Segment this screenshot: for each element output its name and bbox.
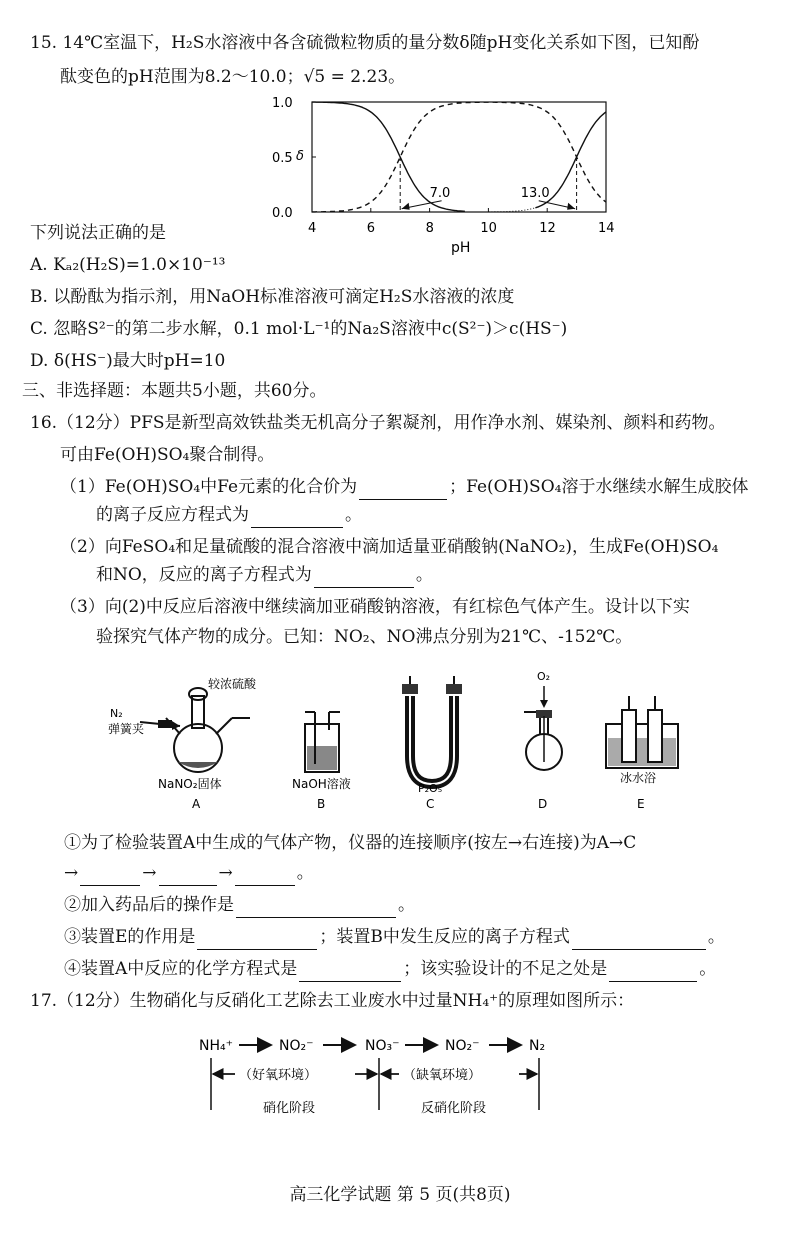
answer-blank[interactable] [299, 963, 401, 982]
plot-frame [312, 102, 606, 212]
stage-nitrification: 硝化阶段 [263, 1101, 316, 1116]
answer-blank[interactable] [197, 931, 317, 950]
page-footer: 高三化学试题 第 5 页(共8页) [289, 1185, 511, 1205]
q17-line1: 17.（12分）生物硝化与反硝化工艺除去工业废水中过量NH₄⁺的原理如图所示： [30, 991, 635, 1011]
q15-lead: 下列说法正确的是 [30, 223, 166, 243]
answer-blank[interactable] [80, 867, 140, 886]
answer-blank[interactable] [235, 867, 295, 886]
y-axis-label: δ [296, 149, 304, 164]
q15-line1: 15. 14℃室温下，H₂S水溶液中各含硫微粒物质的量分数δ随pH变化关系如下图，已知酚 [30, 33, 700, 53]
answer-blank[interactable] [609, 963, 697, 982]
e-label: 冰水浴 [620, 771, 657, 785]
c-letter: C [426, 797, 435, 811]
q16-part3-line2: 验探究气体产物的成分。已知：NO₂、NO沸点分别为21℃、-152℃。 [96, 627, 633, 647]
q15-option-a: A. Kₐ₂(H₂S)=1.0×10⁻¹³ [30, 255, 226, 275]
e-letter: E [637, 797, 645, 811]
q15-line2: 酞变色的pH范围为8.2～10.0；√5 = 2.23。 [60, 67, 406, 87]
answer-blank[interactable] [251, 509, 343, 528]
series-hs [312, 102, 606, 212]
answer-blank[interactable] [159, 867, 217, 886]
annotation-arrowhead [567, 203, 575, 210]
q16-line2: 可由Fe(OH)SO₄聚合制得。 [60, 445, 275, 465]
x-tick-label: 6 [366, 221, 376, 236]
answer-blank[interactable] [314, 569, 414, 588]
env-anoxic: （缺氧环境） [403, 1068, 482, 1083]
a-letter: A [192, 797, 201, 811]
q16-step4: ④装置A中反应的化学方程式是 ；该实验设计的不足之处是 。 [64, 956, 716, 982]
apparatus-figure [100, 666, 720, 814]
y-tick-label: 0.0 [272, 206, 293, 221]
q16-step1-line2: → → → 。 [64, 860, 314, 886]
nitrification-diagram [195, 1030, 575, 1125]
y-tick-label: 0.5 [272, 151, 293, 166]
q16-part1-line1: （1）Fe(OH)SO₄中Fe元素的化合价为 ；Fe(OH)SO₄溶于水继续水解生成胶体 [60, 474, 748, 500]
apparatus-b [305, 712, 340, 772]
q16-line1: 16.（12分）PFS是新型高效铁盐类无机高分子絮凝剂，用作净水剂、媒染剂、颜料和药物。 [30, 413, 726, 433]
a-clip-label: 弹簧夹 [108, 722, 145, 736]
x-tick-label: 12 [539, 221, 556, 236]
apparatus-a [140, 688, 250, 772]
a-solid-label: NaNO₂固体 [158, 777, 222, 791]
x-axis-label: pH [451, 240, 471, 256]
q15-option-b: B. 以酚酞为指示剂，用NaOH标准溶液可滴定H₂S水溶液的浓度 [30, 287, 515, 307]
species-no3: NO₃⁻ [365, 1038, 400, 1054]
x-tick-label: 10 [480, 221, 497, 236]
apparatus-c [402, 676, 462, 784]
q16-part3-line1: （3）向(2)中反应后溶液中继续滴加亚硝酸钠溶液，有红棕色气体产生。设计以下实 [60, 597, 690, 617]
b-label: NaOH溶液 [292, 777, 351, 791]
d-o2-label: O₂ [537, 670, 551, 683]
b-letter: B [317, 797, 326, 811]
apparatus-e [606, 696, 678, 768]
q15-option-d: D. δ(HS⁻)最大时pH=10 [30, 351, 226, 371]
c-label: P₂O₅ [418, 782, 443, 795]
apparatus-d [524, 686, 562, 770]
q16-part1-line2: 的离子反应方程式为 。 [96, 502, 362, 528]
stage-denitrification: 反硝化阶段 [421, 1101, 487, 1116]
answer-blank[interactable] [572, 931, 706, 950]
section-3-heading: 三、非选择题：本题共5小题，共60分。 [22, 381, 327, 401]
env-aerobic: （好氧环境） [239, 1068, 318, 1083]
series-s2-tail [488, 208, 535, 212]
species-n2: N₂ [529, 1038, 546, 1054]
species-nh4: NH₄⁺ [199, 1038, 234, 1054]
a-acid-label: 较浓硫酸 [208, 677, 257, 691]
d-letter: D [538, 797, 548, 811]
q16-part2-line2: 和NO，反应的离子方程式为 。 [96, 562, 433, 588]
ph-distribution-chart [266, 90, 626, 258]
annotation-label: 7.0 [429, 185, 451, 201]
x-tick-label: 14 [598, 221, 615, 236]
q16-part2-line1: （2）向FeSO₄和足量硫酸的混合溶液中滴加适量亚硝酸钠(NaNO₂)，生成Fe(OH)SO₄ [60, 537, 719, 557]
annotation-arrowhead [402, 203, 410, 210]
annotation-label: 13.0 [520, 185, 550, 201]
q15-option-c: C. 忽略S²⁻的第二步水解，0.1 mol·L⁻¹的Na₂S溶液中c(S²⁻)＞c(HS⁻) [30, 319, 568, 339]
a-n2-label: N₂ [110, 707, 123, 720]
answer-blank[interactable] [359, 481, 447, 500]
q16-step3: ③装置E的作用是 ；装置B中发生反应的离子方程式 。 [64, 924, 725, 950]
species-no2-a: NO₂⁻ [279, 1038, 314, 1054]
q16-step2: ②加入药品后的操作是 。 [64, 892, 415, 918]
q16-step1-line1: ①为了检验装置A中生成的气体产物，仪器的连接顺序(按左→右连接)为A→C [64, 833, 637, 853]
species-no2-b: NO₂⁻ [445, 1038, 480, 1054]
answer-blank[interactable] [236, 899, 396, 918]
x-tick-label: 4 [308, 221, 317, 236]
x-tick-label: 8 [425, 221, 434, 236]
y-tick-label: 1.0 [272, 96, 293, 111]
